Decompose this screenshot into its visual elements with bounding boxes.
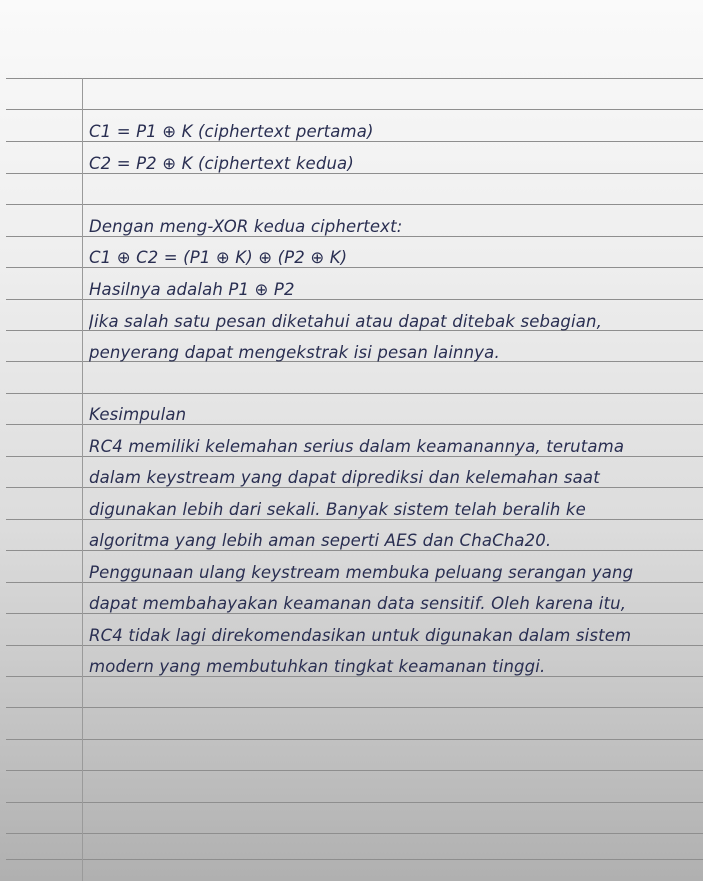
ruled-line [6,833,703,834]
attack-text: Jika salah satu pesan diketahui atau dapat ditebak sebagian, [89,312,603,331]
equation-c2: C2 = P2 ⊕ K (ciphertext kedua) [89,154,354,173]
result-text: Hasilnya adalah P1 ⊕ P2 [89,280,295,299]
conclusion-text: digunakan lebih dari sekali. Banyak sistem telah beralih ke [89,500,586,519]
conclusion-text: Penggunaan ulang keystream membuka peluang serangan yang [89,563,634,582]
ruled-line [6,739,703,740]
ruled-line [6,78,703,79]
conclusion-text: dapat membahayakan keamanan data sensitif. Oleh karena itu, [89,594,627,613]
margin-line [82,78,83,881]
attack-text: penyerang dapat mengekstrak isi pesan lainnya. [89,343,500,362]
ruled-line [6,393,703,394]
equation-xor: C1 ⊕ C2 = (P1 ⊕ K) ⊕ (P2 ⊕ K) [89,248,348,267]
ruled-line [6,707,703,708]
heading-kesimpulan: Kesimpulan [89,405,187,424]
conclusion-text: dalam keystream yang dapat diprediksi dan kelemahan saat [89,468,600,487]
conclusion-text: RC4 tidak lagi direkomendasikan untuk digunakan dalam sistem [89,626,632,645]
equation-c1: C1 = P1 ⊕ K (ciphertext pertama) [89,122,374,141]
ruled-line [6,204,703,205]
ruled-line [6,109,703,110]
xor-intro-text: Dengan meng-XOR kedua ciphertext: [89,217,403,236]
conclusion-text: modern yang membutuhkan tingkat keamanan tinggi. [89,657,546,676]
conclusion-text: RC4 memiliki kelemahan serius dalam keamanannya, terutama [89,437,625,456]
ruled-line [6,770,703,771]
ruled-line [6,859,703,860]
ruled-line [6,802,703,803]
conclusion-text: algoritma yang lebih aman seperti AES dan ChaCha20. [89,531,552,550]
